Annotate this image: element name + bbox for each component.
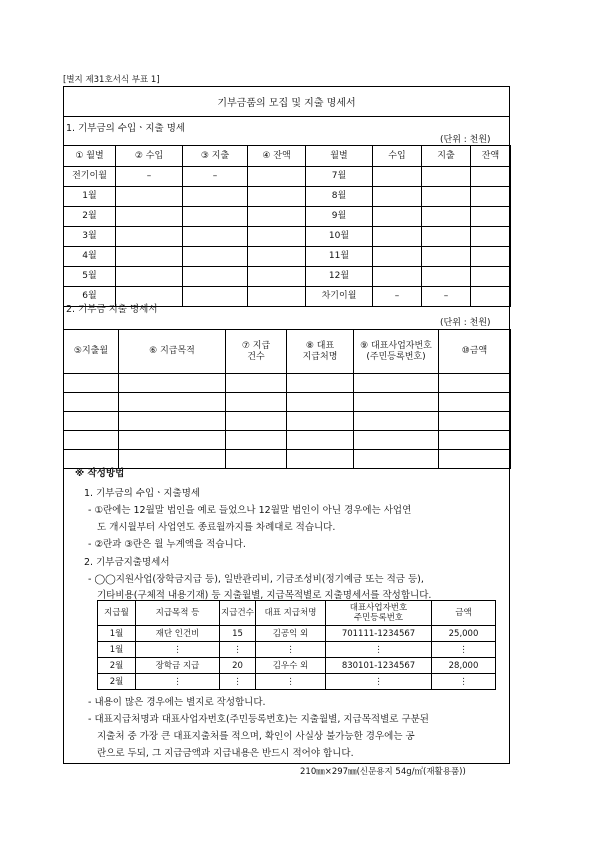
table-cell	[183, 247, 248, 267]
table-cell: ③ 지출	[183, 146, 248, 167]
instruction-line: - ②란과 ③란은 월 누계액을 적습니다.	[88, 539, 246, 550]
table-cell	[373, 167, 422, 187]
table-cell	[373, 227, 422, 247]
table-cell	[287, 374, 354, 393]
table-cell: 지급월	[98, 601, 136, 626]
table-cell	[422, 207, 471, 227]
table-cell	[119, 412, 226, 431]
table-cell	[116, 187, 183, 207]
table-row	[98, 642, 496, 658]
table-cell: 4월	[64, 247, 116, 267]
table-cell: 701111-1234567	[326, 626, 432, 642]
table-cell	[422, 227, 471, 247]
page-title: 기부금품의 모집 및 지출 명세서	[217, 98, 356, 109]
table-row	[64, 247, 511, 267]
table-cell	[439, 431, 511, 450]
table-cell: 20	[220, 658, 256, 674]
table-cell	[226, 431, 287, 450]
table-cell	[422, 167, 471, 187]
table-cell: 금액	[432, 601, 496, 626]
notes-heading: ※ 작성방법	[75, 468, 125, 479]
table-cell: 2월	[98, 674, 136, 690]
table-cell	[119, 431, 226, 450]
instruction-line: 도 개시월부터 사업연도 종료월까지를 차례대로 적습니다.	[97, 522, 336, 533]
table-cell: 1월	[98, 642, 136, 658]
table-cell: ④ 잔액	[248, 146, 306, 167]
table-cell: 김공익 외	[256, 626, 326, 642]
table-row	[64, 450, 511, 469]
paper-spec-footer: 210㎜×297㎜(신문용지 54g/㎡(재활용품))	[300, 767, 466, 777]
table-cell: –	[422, 287, 471, 307]
table-cell: 차기이월	[306, 287, 373, 307]
table-cell: ② 수입	[116, 146, 183, 167]
table-cell: 장학금 지급	[136, 658, 220, 674]
table-header-row	[98, 601, 496, 626]
table-cell	[183, 267, 248, 287]
table-row	[64, 187, 511, 207]
instruction-line: - ①란에는 12월말 법인을 예로 들었으나 12월말 법인이 아닌 경우에는 사업연	[88, 505, 412, 516]
table-row	[64, 167, 511, 187]
table-cell: ⑦ 지급 건수	[226, 330, 287, 374]
instruction-line: 1. 기부금의 수입ㆍ지출명세	[84, 488, 201, 499]
instruction-line: 기타비용(구체적 내용기재) 등 지출월별, 지급목적별로 지출명세서를 작성합니다.	[97, 590, 432, 601]
table-cell	[64, 412, 119, 431]
table-cell	[64, 393, 119, 412]
table-cell	[422, 187, 471, 207]
table-cell	[354, 412, 439, 431]
table-cell: –	[116, 167, 183, 187]
table-cell	[373, 207, 422, 227]
table-cell: 전기이월	[64, 167, 116, 187]
table-cell	[119, 374, 226, 393]
table-cell	[226, 412, 287, 431]
table-cell: 대표 지급처명	[256, 601, 326, 626]
table-cell	[248, 207, 306, 227]
table-cell: 재단 인건비	[136, 626, 220, 642]
table-cell: ⋮	[432, 674, 496, 690]
table-cell	[287, 393, 354, 412]
table-cell	[248, 227, 306, 247]
table-cell	[471, 287, 511, 307]
table-cell	[422, 267, 471, 287]
table-cell	[439, 450, 511, 469]
table-cell	[287, 412, 354, 431]
instruction-line: 란으로 두되, 그 지급금액과 지급내용은 반드시 적어야 합니다.	[97, 748, 354, 759]
instruction-line: - 내용이 많은 경우에는 별지로 작성합니다.	[88, 697, 266, 708]
instruction-line: - 대표지급처명과 대표사업자번호(주민등록번호)는 지출월별, 지급목적별로 구분된	[88, 714, 429, 725]
table-cell: ⋮	[256, 642, 326, 658]
table-cell: ⑧ 대표 지급처명	[287, 330, 354, 374]
table-cell: ⑥ 지급목적	[119, 330, 226, 374]
table-cell	[471, 207, 511, 227]
table-cell: 잔액	[471, 146, 511, 167]
table-cell	[373, 267, 422, 287]
table-row	[64, 412, 511, 431]
table-cell: 10월	[306, 227, 373, 247]
table-cell: ⋮	[136, 642, 220, 658]
table-cell: 지급목적 등	[136, 601, 220, 626]
table-cell: ⋮	[220, 674, 256, 690]
table-cell	[248, 247, 306, 267]
instruction-line: 지출처 중 가장 큰 대표지출처를 적으며, 확인이 사실상 불가능한 경우에는 공	[97, 731, 415, 742]
table-cell	[64, 431, 119, 450]
table-cell	[183, 207, 248, 227]
table-cell	[354, 393, 439, 412]
table-cell	[116, 247, 183, 267]
table-row	[98, 626, 496, 642]
table-cell	[248, 167, 306, 187]
instruction-line: - ◯◯지원사업(장학금지급 등), 일반관리비, 기금조성비(정기예금 또는 적금 등),	[88, 574, 424, 585]
table-cell	[471, 167, 511, 187]
table-cell	[119, 450, 226, 469]
table-cell	[471, 267, 511, 287]
table-cell	[248, 287, 306, 307]
table-row	[98, 674, 496, 690]
table-cell	[439, 374, 511, 393]
table-cell: ⋮	[326, 642, 432, 658]
table-cell: ⋮	[432, 642, 496, 658]
table-cell	[64, 374, 119, 393]
table-cell: 6월	[64, 287, 116, 307]
table-cell: –	[183, 167, 248, 187]
table-cell	[226, 374, 287, 393]
table-cell	[116, 267, 183, 287]
table-cell: ⑤지출월	[64, 330, 119, 374]
table-cell: 2월	[64, 207, 116, 227]
table-cell	[471, 187, 511, 207]
table-cell: 25,000	[432, 626, 496, 642]
table-cell: –	[373, 287, 422, 307]
table-cell: 1월	[64, 187, 116, 207]
table-cell: 8월	[306, 187, 373, 207]
table-cell	[471, 227, 511, 247]
table-cell	[354, 431, 439, 450]
table-cell	[183, 227, 248, 247]
table-row	[64, 207, 511, 227]
table-cell	[183, 287, 248, 307]
table-cell	[471, 247, 511, 267]
table-row	[64, 374, 511, 393]
table-row	[98, 658, 496, 674]
table-cell: ⋮	[326, 674, 432, 690]
table-cell	[116, 207, 183, 227]
table-row	[64, 227, 511, 247]
table-cell: 12월	[306, 267, 373, 287]
table-header-row	[64, 146, 511, 167]
table-cell: ① 월별	[64, 146, 116, 167]
table-cell	[116, 227, 183, 247]
table-cell: 대표사업자번호 주민등록번호	[326, 601, 432, 626]
table-cell	[226, 450, 287, 469]
form-reference: [별지 제31호서식 부표 1]	[63, 75, 160, 85]
table-cell	[439, 393, 511, 412]
table-cell	[439, 412, 511, 431]
table-cell: 7월	[306, 167, 373, 187]
table-cell	[354, 374, 439, 393]
table-cell: 1월	[98, 626, 136, 642]
table-cell: 수입	[373, 146, 422, 167]
table-cell	[422, 247, 471, 267]
table-cell	[119, 393, 226, 412]
table-cell: ⑨ 대표사업자번호 (주민등록번호)	[354, 330, 439, 374]
table-cell: 3월	[64, 227, 116, 247]
table-row	[64, 431, 511, 450]
table-cell	[287, 450, 354, 469]
table-cell: 830101-1234567	[326, 658, 432, 674]
table-cell	[183, 187, 248, 207]
table-cell: 9월	[306, 207, 373, 227]
table-cell: ⑩금액	[439, 330, 511, 374]
table-cell: 11월	[306, 247, 373, 267]
table-cell: 5월	[64, 267, 116, 287]
table-cell: 지급건수	[220, 601, 256, 626]
section2-unit: (단위 : 천원)	[440, 318, 491, 328]
table-cell: 28,000	[432, 658, 496, 674]
table-cell	[248, 187, 306, 207]
section2-heading: 2. 기부금 지출 명세서	[66, 304, 158, 315]
expense-detail-table	[63, 329, 511, 469]
table-cell: ⋮	[256, 674, 326, 690]
divider	[63, 116, 510, 117]
table-header-row	[64, 330, 511, 374]
table-cell: 김우수 외	[256, 658, 326, 674]
table-cell: 월별	[306, 146, 373, 167]
section1-heading: 1. 기부금의 수입ㆍ지출 명세	[66, 123, 186, 134]
table-cell	[373, 247, 422, 267]
example-table	[97, 600, 496, 690]
income-expense-table	[63, 145, 511, 307]
table-cell	[287, 431, 354, 450]
table-cell: ⋮	[136, 674, 220, 690]
table-cell: 15	[220, 626, 256, 642]
table-cell: ⋮	[220, 642, 256, 658]
section1-unit: (단위 : 천원)	[440, 135, 491, 145]
table-cell: 지출	[422, 146, 471, 167]
instruction-line: 2. 기부금지출명세서	[84, 557, 170, 568]
table-row	[64, 393, 511, 412]
table-cell: 2월	[98, 658, 136, 674]
table-cell	[354, 450, 439, 469]
table-cell	[248, 267, 306, 287]
table-row	[64, 267, 511, 287]
table-cell	[226, 393, 287, 412]
table-cell	[373, 187, 422, 207]
